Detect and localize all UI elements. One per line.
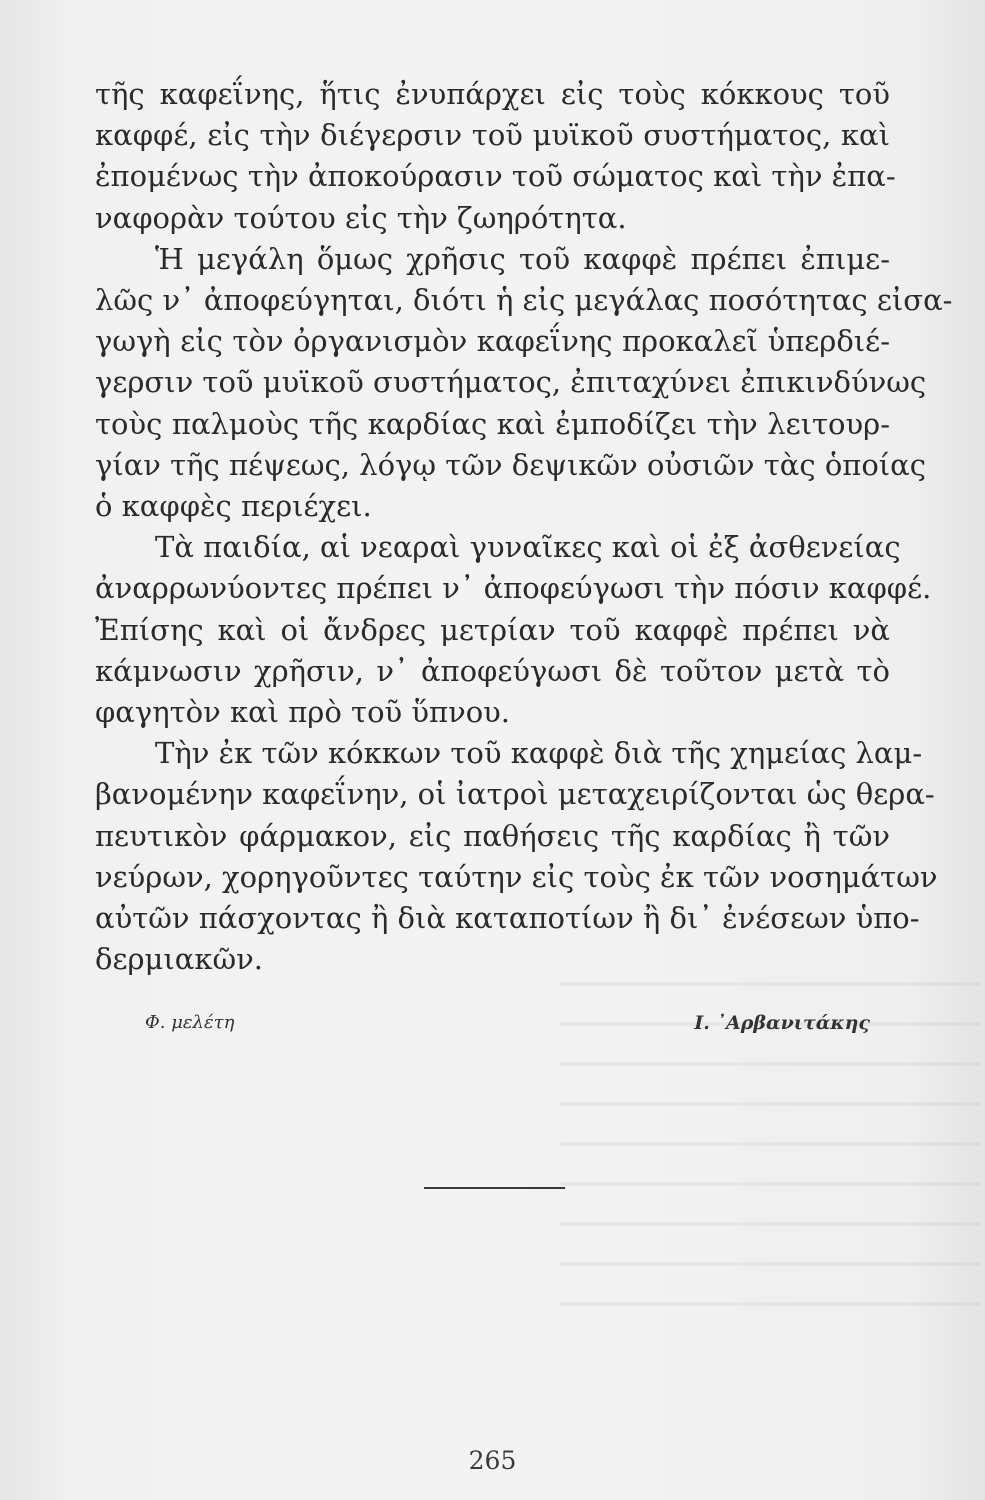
text-line: ὁ καφφὲς περιέχει.: [95, 489, 372, 524]
text-line: τοὺς παλμοὺς τῆς καρδίας καὶ ἐμποδίζει τὴν λειτουρ-: [95, 406, 890, 441]
paragraph-2: [95, 239, 953, 527]
text-line: Τὴν ἐκ τῶν κόκκων τοῦ καφφὲ διὰ τῆς χημείας λαμ-: [155, 736, 923, 771]
body-text: [95, 74, 953, 980]
author-name: Ι. ᾽Αρβανιτάκης: [694, 1012, 870, 1034]
text-line: φαγητὸν καὶ πρὸ τοῦ ὕπνου.: [95, 695, 511, 730]
text-line: ναφορὰν τούτου εἰς τὴν ζωηρότητα.: [95, 200, 627, 235]
paragraph-1: [95, 74, 896, 239]
source-note: Φ. μελέτη: [145, 1012, 235, 1033]
text-line: ἐπομένως τὴν ἀποκούρασιν τοῦ σώματος καὶ τὴν ἐπα-: [95, 159, 896, 194]
page-number: 265: [468, 1446, 517, 1475]
text-line: Τὰ παιδία, αἱ νεαραὶ γυναῖκες καὶ οἱ ἐξ ἀσθενείας: [155, 530, 901, 565]
text-line: λῶς ν᾽ ἀποφεύγηται, διότι ἡ εἰς μεγάλας ποσότητας εἰσα-: [95, 283, 953, 318]
text-line: πευτικὸν φάρμακον, εἰς παθήσεις τῆς καρδίας ἢ τῶν: [95, 818, 890, 853]
paragraph-4: [95, 733, 938, 980]
paragraph-3: [95, 527, 932, 733]
text-line: αὐτῶν πάσχοντας ἢ διὰ καταποτίων ἢ δι᾽ ἐνέσεων ὑπο-: [95, 901, 920, 936]
text-line: δερμιακῶν.: [95, 942, 263, 977]
text-line: γωγὴ εἰς τὸν ὀργανισμὸν καφεΐνης προκαλεῖ ὑπερδιέ-: [95, 324, 890, 359]
text-line: καφφέ, εἰς τὴν διέγερσιν τοῦ μυϊκοῦ συστήματος, καὶ: [95, 118, 890, 153]
text-line: γερσιν τοῦ μυϊκοῦ συστήματος, ἐπιταχύνει ἐπικινδύνως: [95, 365, 927, 400]
text-line: τῆς καφεΐνης, ἥτις ἐνυπάρχει εἰς τοὺς κόκκους τοῦ: [95, 77, 890, 111]
text-line: βανομένην καφεΐνην, οἱ ἰατροὶ μεταχειρίζονται ὡς θερα-: [95, 777, 935, 812]
text-line: κάμνωσιν χρῆσιν, ν᾽ ἀποφεύγωσι δὲ τοῦτον μετὰ τὸ: [95, 653, 890, 688]
text-line: ἀναρρωνύοντες πρέπει ν᾽ ἀποφεύγωσι τὴν πόσιν καφφέ.: [95, 571, 932, 606]
text-line: Ἐπίσης καὶ οἱ ἄνδρες μετρίαν τοῦ καφφὲ πρέπει νὰ: [95, 612, 890, 647]
text-line: νεύρων, χορηγοῦντες ταύτην εἰς τοὺς ἐκ τῶν νοσημάτων: [95, 859, 938, 894]
text-line: Ἡ μεγάλη ὅμως χρῆσις τοῦ καφφὲ πρέπει ἐπιμε-: [155, 241, 890, 276]
text-line: γίαν τῆς πέψεως, λόγῳ τῶν δεψικῶν οὐσιῶν τὰς ὁποίας: [95, 447, 926, 482]
section-divider: [424, 1187, 565, 1189]
